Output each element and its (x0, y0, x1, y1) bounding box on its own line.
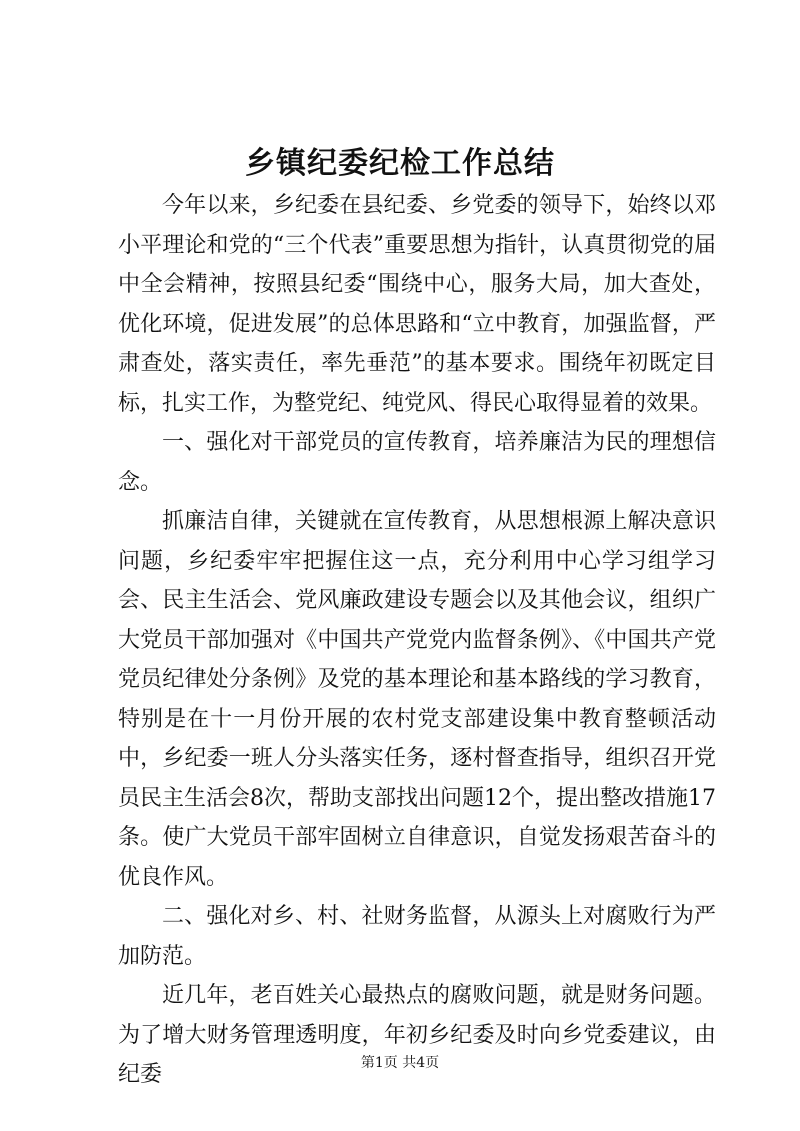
paragraph-intro: 今年以来，乡纪委在县纪委、乡党委的领导下，始终以邓小平理论和党的“三个代表”重要思想为指针，认真贯彻党的届中全会精神，按照县纪委“围绕中心，服务大局，加大查处，优化环境，促进发展”的总体思路和“立中教育，加强监督，严肃查处，落实责任，率先垂范”的基本要求。围绕年初既定目标，扎实工作，为整党纪、纯党风、得民心取得显着的效果。 (118, 193, 716, 416)
section-heading-2: 二、强化对乡、村、社财务监督，从源头上对腐败行为严加防范。 (118, 904, 716, 969)
paragraph-section-2: 近几年，老百姓关心最热点的腐败问题，就是财务问题。为了增大财务管理透明度，年初乡纪委及时向乡党委建议，由纪委 (118, 983, 716, 1087)
document-title: 乡镇纪委纪检工作总结 (245, 146, 555, 181)
page-number-footer: 第1页 共4页 (360, 1055, 440, 1071)
section-heading-1: 一、强化对干部党员的宣传教育，培养廉洁为民的理想信念。 (118, 430, 716, 495)
paragraph-section-1: 抓廉洁自律，关键就在宣传教育，从思想根源上解决意识问题，乡纪委牢牢把握住这一点，充分利用中心学习组学习会、民主生活会、党风廉政建设专题会以及其他会议，组织广大党员干部加强对《中国共产党党内监督条例》、《中国共产党党员纪律处分条例》及党的基本理论和基本路线的学习教育，特别是在十一月份开展的农村党支部建设集中教育整顿活动中，乡纪委一班人分头落实任务，逐村督查指导，组织召开党员民主生活会8次，帮助支部找出问题12个，提出整改措施17条。使广大党员干部牢固树立自律意识，自觉发扬艰苦奋斗的优良作风。 (118, 509, 716, 890)
document-body (118, 186, 716, 1095)
